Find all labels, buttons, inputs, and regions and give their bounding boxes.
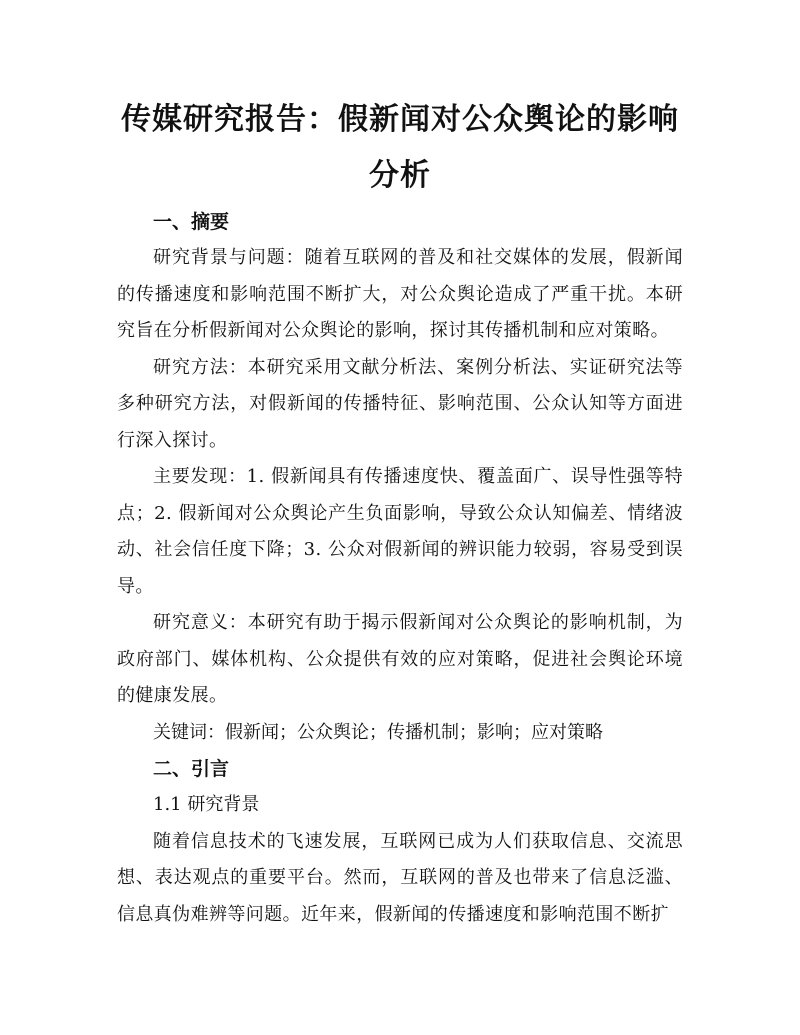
document-body <box>117 204 683 933</box>
subsection-heading-background: 1.1 研究背景 <box>153 794 260 815</box>
abstract-methods-paragraph: 研究方法：本研究采用文献分析法、案例分析法、实证研究法等多种研究方法，对假新闻的传播特征、影响范围、公众认知等方面进行深入探讨。 <box>117 356 683 451</box>
abstract-background-paragraph: 研究背景与问题：随着互联网的普及和社交媒体的发展，假新闻的传播速度和影响范围不断扩大，对公众舆论造成了严重干扰。本研究旨在分析假新闻对公众舆论的影响，探讨其传播机制和应对策略。 <box>117 247 683 341</box>
section-heading-introduction: 二、引言 <box>153 758 230 780</box>
abstract-findings-paragraph: 主要发现：1. 假新闻具有传播速度快、覆盖面广、误导性强等特点；2. 假新闻对公众舆论产生负面影响，导致公众认知偏差、情绪波动、社会信任度下降；3. 公众对假新闻的辨识能力较弱，容易受到误导。 <box>117 466 683 597</box>
keywords-line: 关键词：假新闻；公众舆论；传播机制；影响；应对策略 <box>153 721 603 743</box>
abstract-significance-paragraph: 研究意义：本研究有助于揭示假新闻对公众舆论的影响机制，为政府部门、媒体机构、公众提供有效的应对策略，促进社会舆论环境的健康发展。 <box>117 612 683 706</box>
document-title: 传媒研究报告：假新闻对公众舆论的影响分析 <box>121 102 679 193</box>
intro-background-paragraph: 随着信息技术的飞速发展，互联网已成为人们获取信息、交流思想、表达观点的重要平台。然而，互联网的普及也带来了信息泛滥、信息真伪难辨等问题。近年来，假新闻的传播速度和影响范围不断扩 <box>117 830 683 925</box>
section-heading-abstract: 一、摘要 <box>153 211 230 233</box>
